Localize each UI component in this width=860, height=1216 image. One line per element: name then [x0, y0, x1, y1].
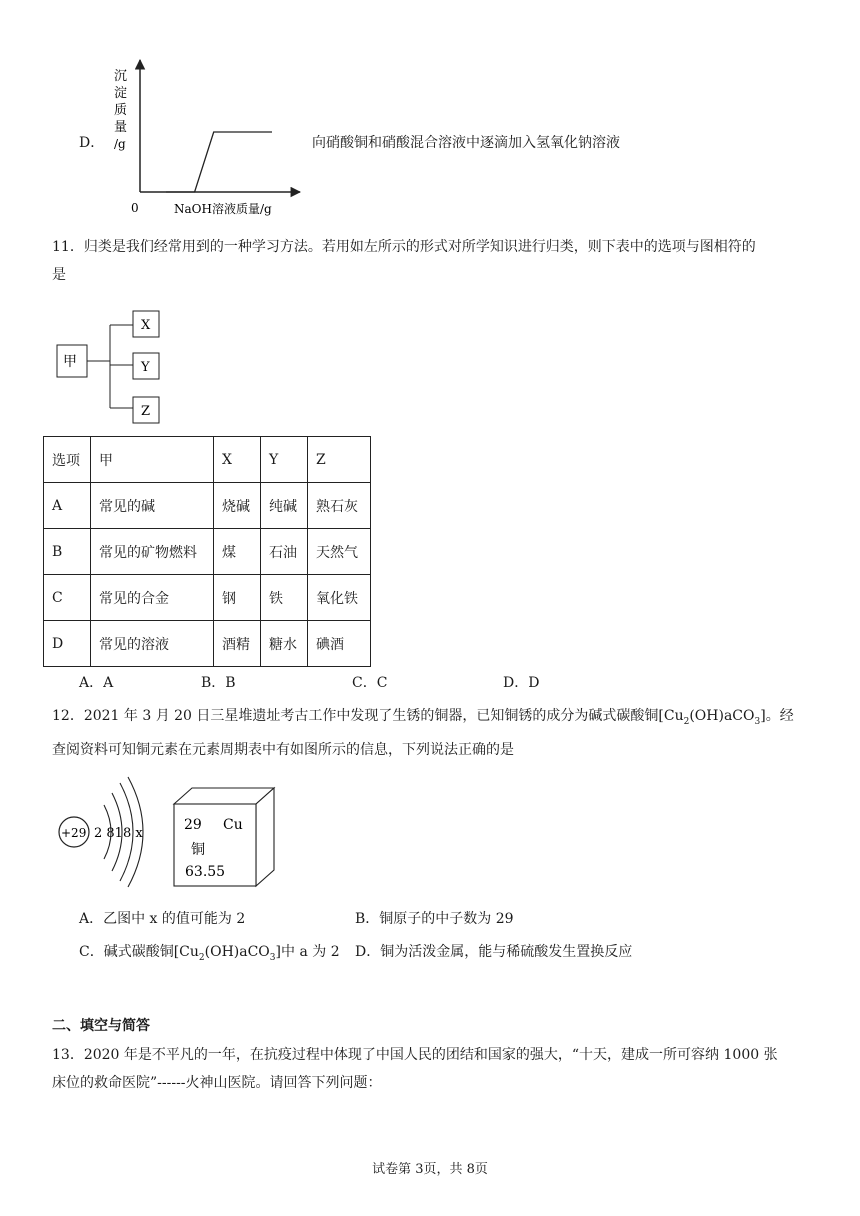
- q11-classification-diagram: [50, 305, 170, 430]
- table-cell: 石油: [261, 529, 308, 575]
- table-header-cell: Z: [308, 437, 371, 483]
- q12-line-1-text: ]。经: [760, 708, 794, 724]
- option-d-letter: D．: [79, 135, 105, 151]
- copper-element-cell: [170, 786, 280, 888]
- table-header-cell: 选项: [44, 437, 91, 483]
- section-heading: 二、填空与简答: [52, 1018, 150, 1034]
- table-cell: 酒精: [214, 621, 261, 667]
- q12-stem: [52, 702, 837, 764]
- q12-line-2: 查阅资料可知铜元素在元素周期表中有如图所示的信息，下列说法正确的是: [52, 741, 514, 758]
- table-cell: 碘酒: [308, 621, 371, 667]
- diagram-label-y: Y: [141, 360, 150, 375]
- table-cell: 煤: [214, 529, 261, 575]
- chart-ylabel-1: 沉: [114, 69, 128, 84]
- table-cell: C: [44, 575, 91, 621]
- table-cell: A: [44, 483, 91, 529]
- chart-ylabel-3: 质: [114, 103, 128, 118]
- chart-xlabel: NaOH溶液质量/g: [174, 202, 272, 216]
- table-cell: 常见的矿物燃料: [91, 529, 214, 575]
- table-row: [44, 483, 371, 529]
- q12-choice-d: D．铜为活泼金属，能与稀硫酸发生置换反应: [355, 944, 633, 960]
- q13-line-1: 13．2020 年是不平凡的一年，在抗疫过程中体现了中国人民的团结和国家的强大，“十天，建成一所可容纳 1000 张: [52, 1047, 778, 1063]
- q12-subscript: 2: [683, 716, 690, 727]
- table-cell: 铁: [261, 575, 308, 621]
- q12-choice-c-text: ]中 a 为 2: [275, 944, 340, 960]
- q11-line-2: 是: [52, 267, 66, 283]
- element-symbol: Cu: [223, 817, 243, 833]
- table-cell: D: [44, 621, 91, 667]
- table-header-cell: 甲: [91, 437, 214, 483]
- element-atomic-number: 29: [184, 817, 202, 833]
- table-row: [44, 529, 371, 575]
- q12-subscript: 2: [198, 952, 205, 963]
- page-footer: 试卷第 3页，共 8页: [372, 1162, 488, 1177]
- table-header-row: [44, 437, 371, 483]
- table-cell: 常见的合金: [91, 575, 214, 621]
- table-cell: 糖水: [261, 621, 308, 667]
- electron-shell-labels: 2 818 x: [94, 826, 143, 841]
- q12-choice-c-text: (OH)aCO: [204, 944, 270, 960]
- q12-line-1-text: 12．2021 年 3 月 20 日三星堆遗址考古工作中发现了生锈的铜器，已知铜锈的成分为碱式碳酸铜[Cu: [52, 708, 684, 724]
- option-d-description: 向硝酸铜和硝酸混合溶液中逐滴加入氢氧化钠溶液: [312, 135, 620, 151]
- chart-ylabel-4: 量: [114, 120, 128, 135]
- table-cell: 常见的碱: [91, 483, 214, 529]
- q12-line-1: [52, 702, 837, 736]
- q11-options-table: [43, 436, 371, 667]
- q12-subscript: 3: [269, 952, 276, 963]
- element-name: 铜: [191, 842, 205, 858]
- q12-choice-c-text: C．碱式碳酸铜[Cu: [79, 944, 199, 960]
- q12-subscript: 3: [754, 716, 761, 727]
- table-cell: 纯碱: [261, 483, 308, 529]
- table-cell: B: [44, 529, 91, 575]
- chart-series-line: [166, 132, 272, 192]
- table-header-cell: Y: [261, 437, 308, 483]
- q12-choice-b: B．铜原子的中子数为 29: [355, 911, 514, 927]
- q11-choice-d: D．D: [503, 675, 540, 691]
- diagram-label-z: Z: [141, 404, 151, 419]
- diagram-root-label: 甲: [63, 354, 77, 370]
- chart-origin: 0: [131, 201, 139, 215]
- q13-stem: [52, 1041, 837, 1097]
- q12-choice-a: A．乙图中 x 的值可能为 2: [79, 911, 246, 927]
- q11-choice-b: B．B: [201, 675, 236, 691]
- q11-line-1: 11．归类是我们经常用到的一种学习方法。若用如左所示的形式对所学知识进行归类，则下表中的选项与图相符的: [52, 239, 756, 255]
- q11-choice-a: A．A: [79, 675, 114, 691]
- table-row: [44, 575, 371, 621]
- table-cell: 氧化铁: [308, 575, 371, 621]
- table-cell: 熟石灰: [308, 483, 371, 529]
- cell-side-face: [256, 788, 274, 886]
- table-cell: 钢: [214, 575, 261, 621]
- nucleus-label: +29: [61, 826, 87, 840]
- chart-ylabel-5: /g: [114, 137, 126, 151]
- q11-choice-c: C．C: [352, 675, 388, 691]
- table-cell: 烧碱: [214, 483, 261, 529]
- copper-atom-structure: [52, 775, 162, 890]
- table-cell: 天然气: [308, 529, 371, 575]
- diagram-label-x: X: [141, 318, 151, 333]
- q11-stem: [52, 233, 822, 289]
- table-header-cell: X: [214, 437, 261, 483]
- chart-ylabel-2: 淀: [114, 86, 128, 101]
- table-cell: 常见的溶液: [91, 621, 214, 667]
- precipitate-chart: [100, 52, 310, 222]
- q12-line-1-text: (OH)aCO: [689, 708, 755, 724]
- element-atomic-mass: 63.55: [185, 864, 226, 880]
- q13-line-2: 床位的救命医院”------火神山医院。请回答下列问题：: [52, 1075, 382, 1091]
- q12-choice-c: [79, 942, 340, 968]
- table-row: [44, 621, 371, 667]
